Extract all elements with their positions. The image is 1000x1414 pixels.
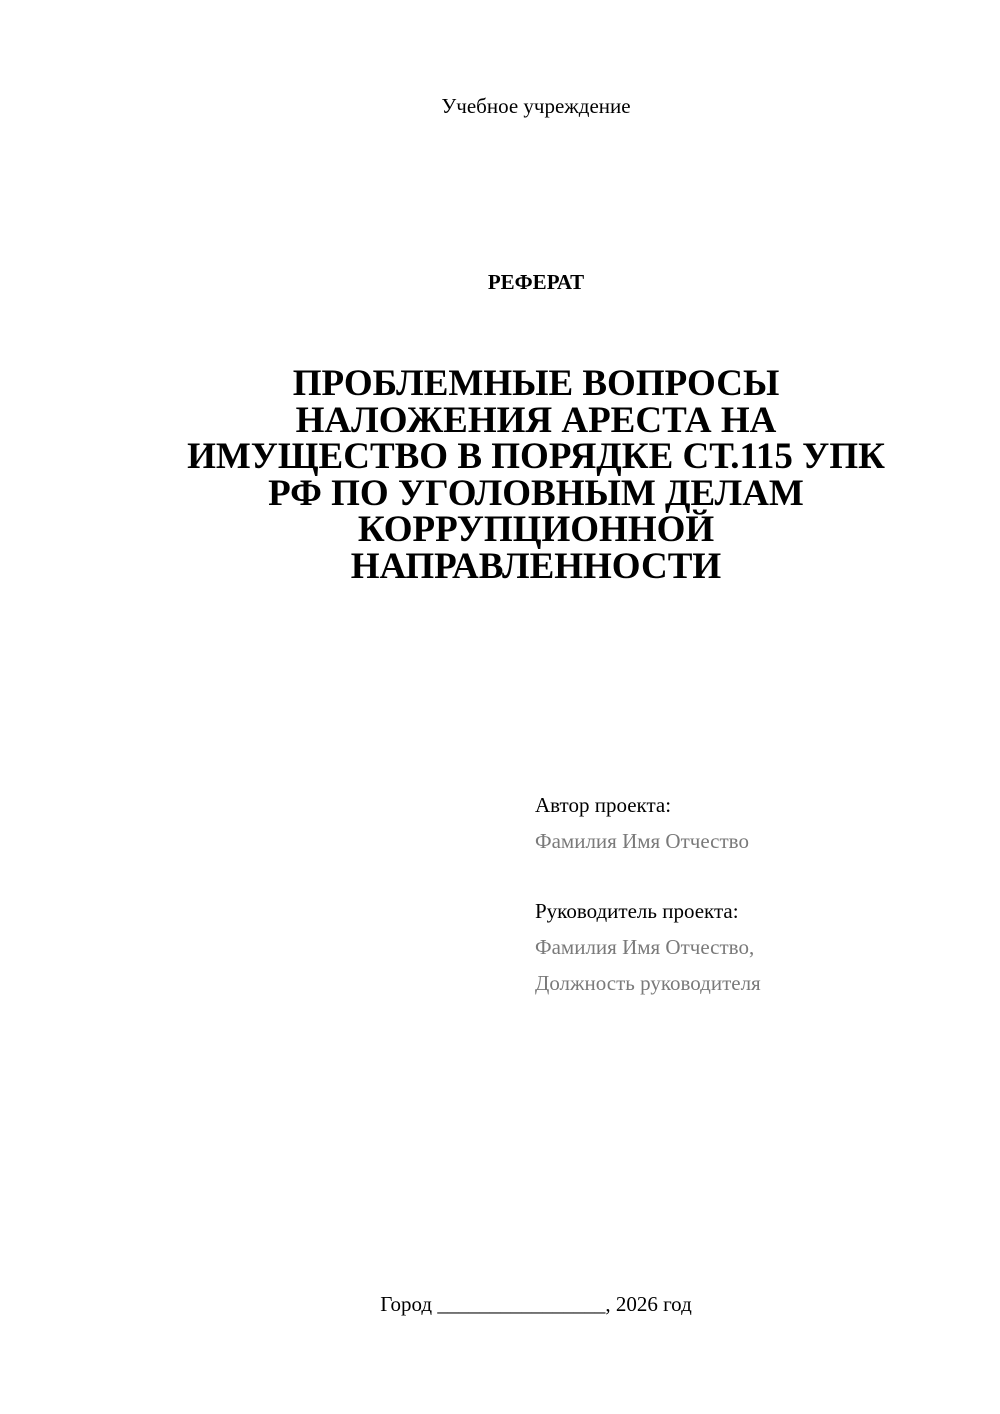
title-line: НАЛОЖЕНИЯ АРЕСТА НА xyxy=(295,399,777,441)
institution-name: Учебное учреждение xyxy=(441,94,631,118)
title-line: РФ ПО УГОЛОВНЫМ ДЕЛАМ xyxy=(268,472,804,514)
author-label: Автор проекта: xyxy=(535,793,672,817)
title-line: ПРОБЛЕМНЫЕ ВОПРОСЫ xyxy=(292,363,780,404)
section-gap xyxy=(535,859,975,893)
document-type: РЕФЕРАТ xyxy=(487,270,585,294)
title-line: ИМУЩЕСТВО В ПОРЯДКЕ СТ.115 УПК xyxy=(187,436,885,477)
city-year-line: Город ________________, 2026 год xyxy=(380,1292,692,1316)
supervisor-label: Руководитель проекта: xyxy=(535,899,739,923)
supervisor-name: Фамилия Имя Отчество, xyxy=(535,935,755,959)
supervisor-position: Должность руководителя xyxy=(535,971,761,995)
title-line: НАПРАВЛЕННОСТИ xyxy=(350,545,722,587)
document-title xyxy=(150,363,922,587)
project-people xyxy=(535,787,975,1001)
author-name: Фамилия Имя Отчество xyxy=(535,829,749,853)
title-line: КОРРУПЦИОННОЙ xyxy=(357,509,715,550)
